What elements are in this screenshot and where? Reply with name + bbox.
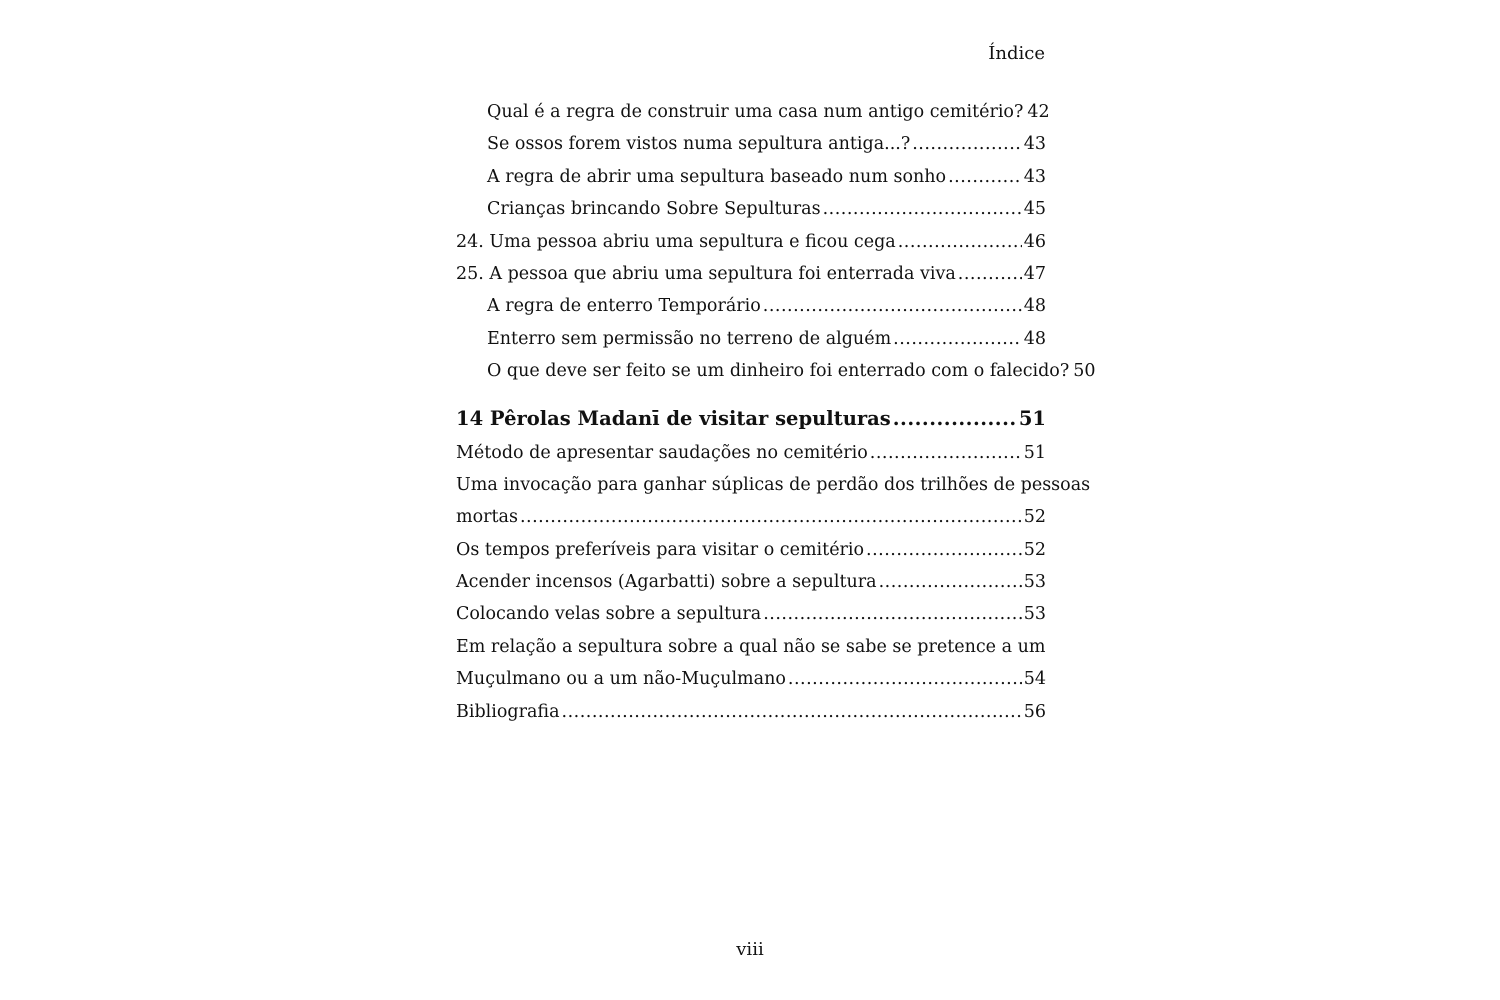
toc-entry [456,534,1046,566]
dot-leader [866,534,1022,566]
toc-entry-title: mortas [456,507,518,528]
toc-entry-title: Se ossos forem vistos numa sepultura antiga...? [487,134,911,155]
toc-entry-title: Enterro sem permissão no terreno de alguém [487,328,892,349]
toc-entry [456,161,1046,193]
toc-entry-title: Acender incensos (Agarbatti) sobre a sepultura [456,572,877,593]
toc-entry [456,501,1046,533]
running-head: Índice [988,43,1045,64]
toc-entry [456,598,1046,630]
toc-entry-title: O que deve ser feito se um dinheiro foi enterrado com o falecido? [487,361,1070,382]
toc-entry-title: Crianças brincando Sobre Sepulturas [487,199,821,220]
toc-entry-title: Qual é a regra de construir uma casa num antigo cemitério? [487,102,1024,122]
toc-entry-title: A regra de enterro Temporário [487,296,761,317]
toc-entry-page: 48 [1023,296,1046,317]
toc-entry-page: 45 [1023,199,1046,220]
toc-entry-page: 48 [1023,328,1046,349]
toc-entry-title: Em relação a sepultura sobre a qual não se sabe se pretence a um [456,636,1046,657]
toc-entry-page: 51 [1023,442,1046,463]
dot-leader [958,258,1022,290]
toc-entry-page: 46 [1023,231,1046,252]
dot-leader [893,323,1022,355]
toc-entry-page: 42 [1027,102,1050,122]
toc-entry-line [456,469,1091,501]
toc-entry-title: A regra de abrir uma sepultura baseado num sonho [487,166,947,187]
toc-chapter-heading [456,401,1046,437]
toc-entry [456,128,1046,160]
table-of-contents [456,96,1096,728]
toc-entry [456,96,1050,128]
toc-entry-24 [456,226,1046,258]
dot-leader [763,290,1022,322]
toc-entry-page: 53 [1023,604,1046,625]
toc-chapter-title: 14 Pêrolas Madanī de visitar sepulturas [456,406,891,430]
toc-entry-page: 56 [1023,701,1046,722]
dot-leader [788,663,1022,695]
toc-entry-25 [456,258,1046,290]
dot-leader [562,696,1022,728]
dot-leader [520,501,1022,533]
dot-leader [870,437,1022,469]
toc-entry [456,663,1046,695]
toc-entry-line [456,631,1046,663]
dot-leader [898,226,1022,258]
dot-leader [948,161,1022,193]
toc-entry-bibliography [456,696,1046,728]
toc-entry-title: 25. A pessoa que abriu uma sepultura foi enterrada viva [456,263,956,284]
toc-entry-title: Método de apresentar saudações no cemitério [456,442,868,463]
toc-entry-page: 47 [1023,263,1046,284]
toc-entry-page: 43 [1023,166,1046,187]
toc-entry [456,290,1046,322]
toc-entry-page: 52 [1023,507,1046,528]
toc-entry-page: 52 [1023,539,1046,560]
dot-leader [912,128,1022,160]
toc-entry-page: 50 [1073,361,1096,382]
dot-leader [879,566,1022,598]
page-number: viii [736,939,764,960]
toc-entry-title: Bibliografia [456,701,560,722]
toc-entry-page: 43 [1023,134,1046,155]
toc-entry-title: Colocando velas sobre a sepultura [456,604,762,625]
toc-entry [456,437,1046,469]
toc-entry [456,355,1096,387]
toc-entry-title: Os tempos preferíveis para visitar o cemitério [456,539,865,560]
dot-leader [763,598,1022,630]
toc-entry-title: Uma invocação para ganhar súplicas de perdão dos trilhões de pessoas [456,474,1091,495]
toc-entry-title: 24. Uma pessoa abriu uma sepultura e ficou cega [456,231,896,252]
toc-chapter-page: 51 [1018,406,1046,430]
toc-entry [456,193,1046,225]
dot-leader [893,401,1017,437]
toc-entry-page: 53 [1023,572,1046,593]
toc-entry-title: Muçulmano ou a um não-Muçulmano [456,669,786,690]
toc-entry-page: 54 [1023,669,1046,690]
dot-leader [823,193,1022,225]
toc-entry [456,566,1046,598]
toc-entry [456,323,1046,355]
